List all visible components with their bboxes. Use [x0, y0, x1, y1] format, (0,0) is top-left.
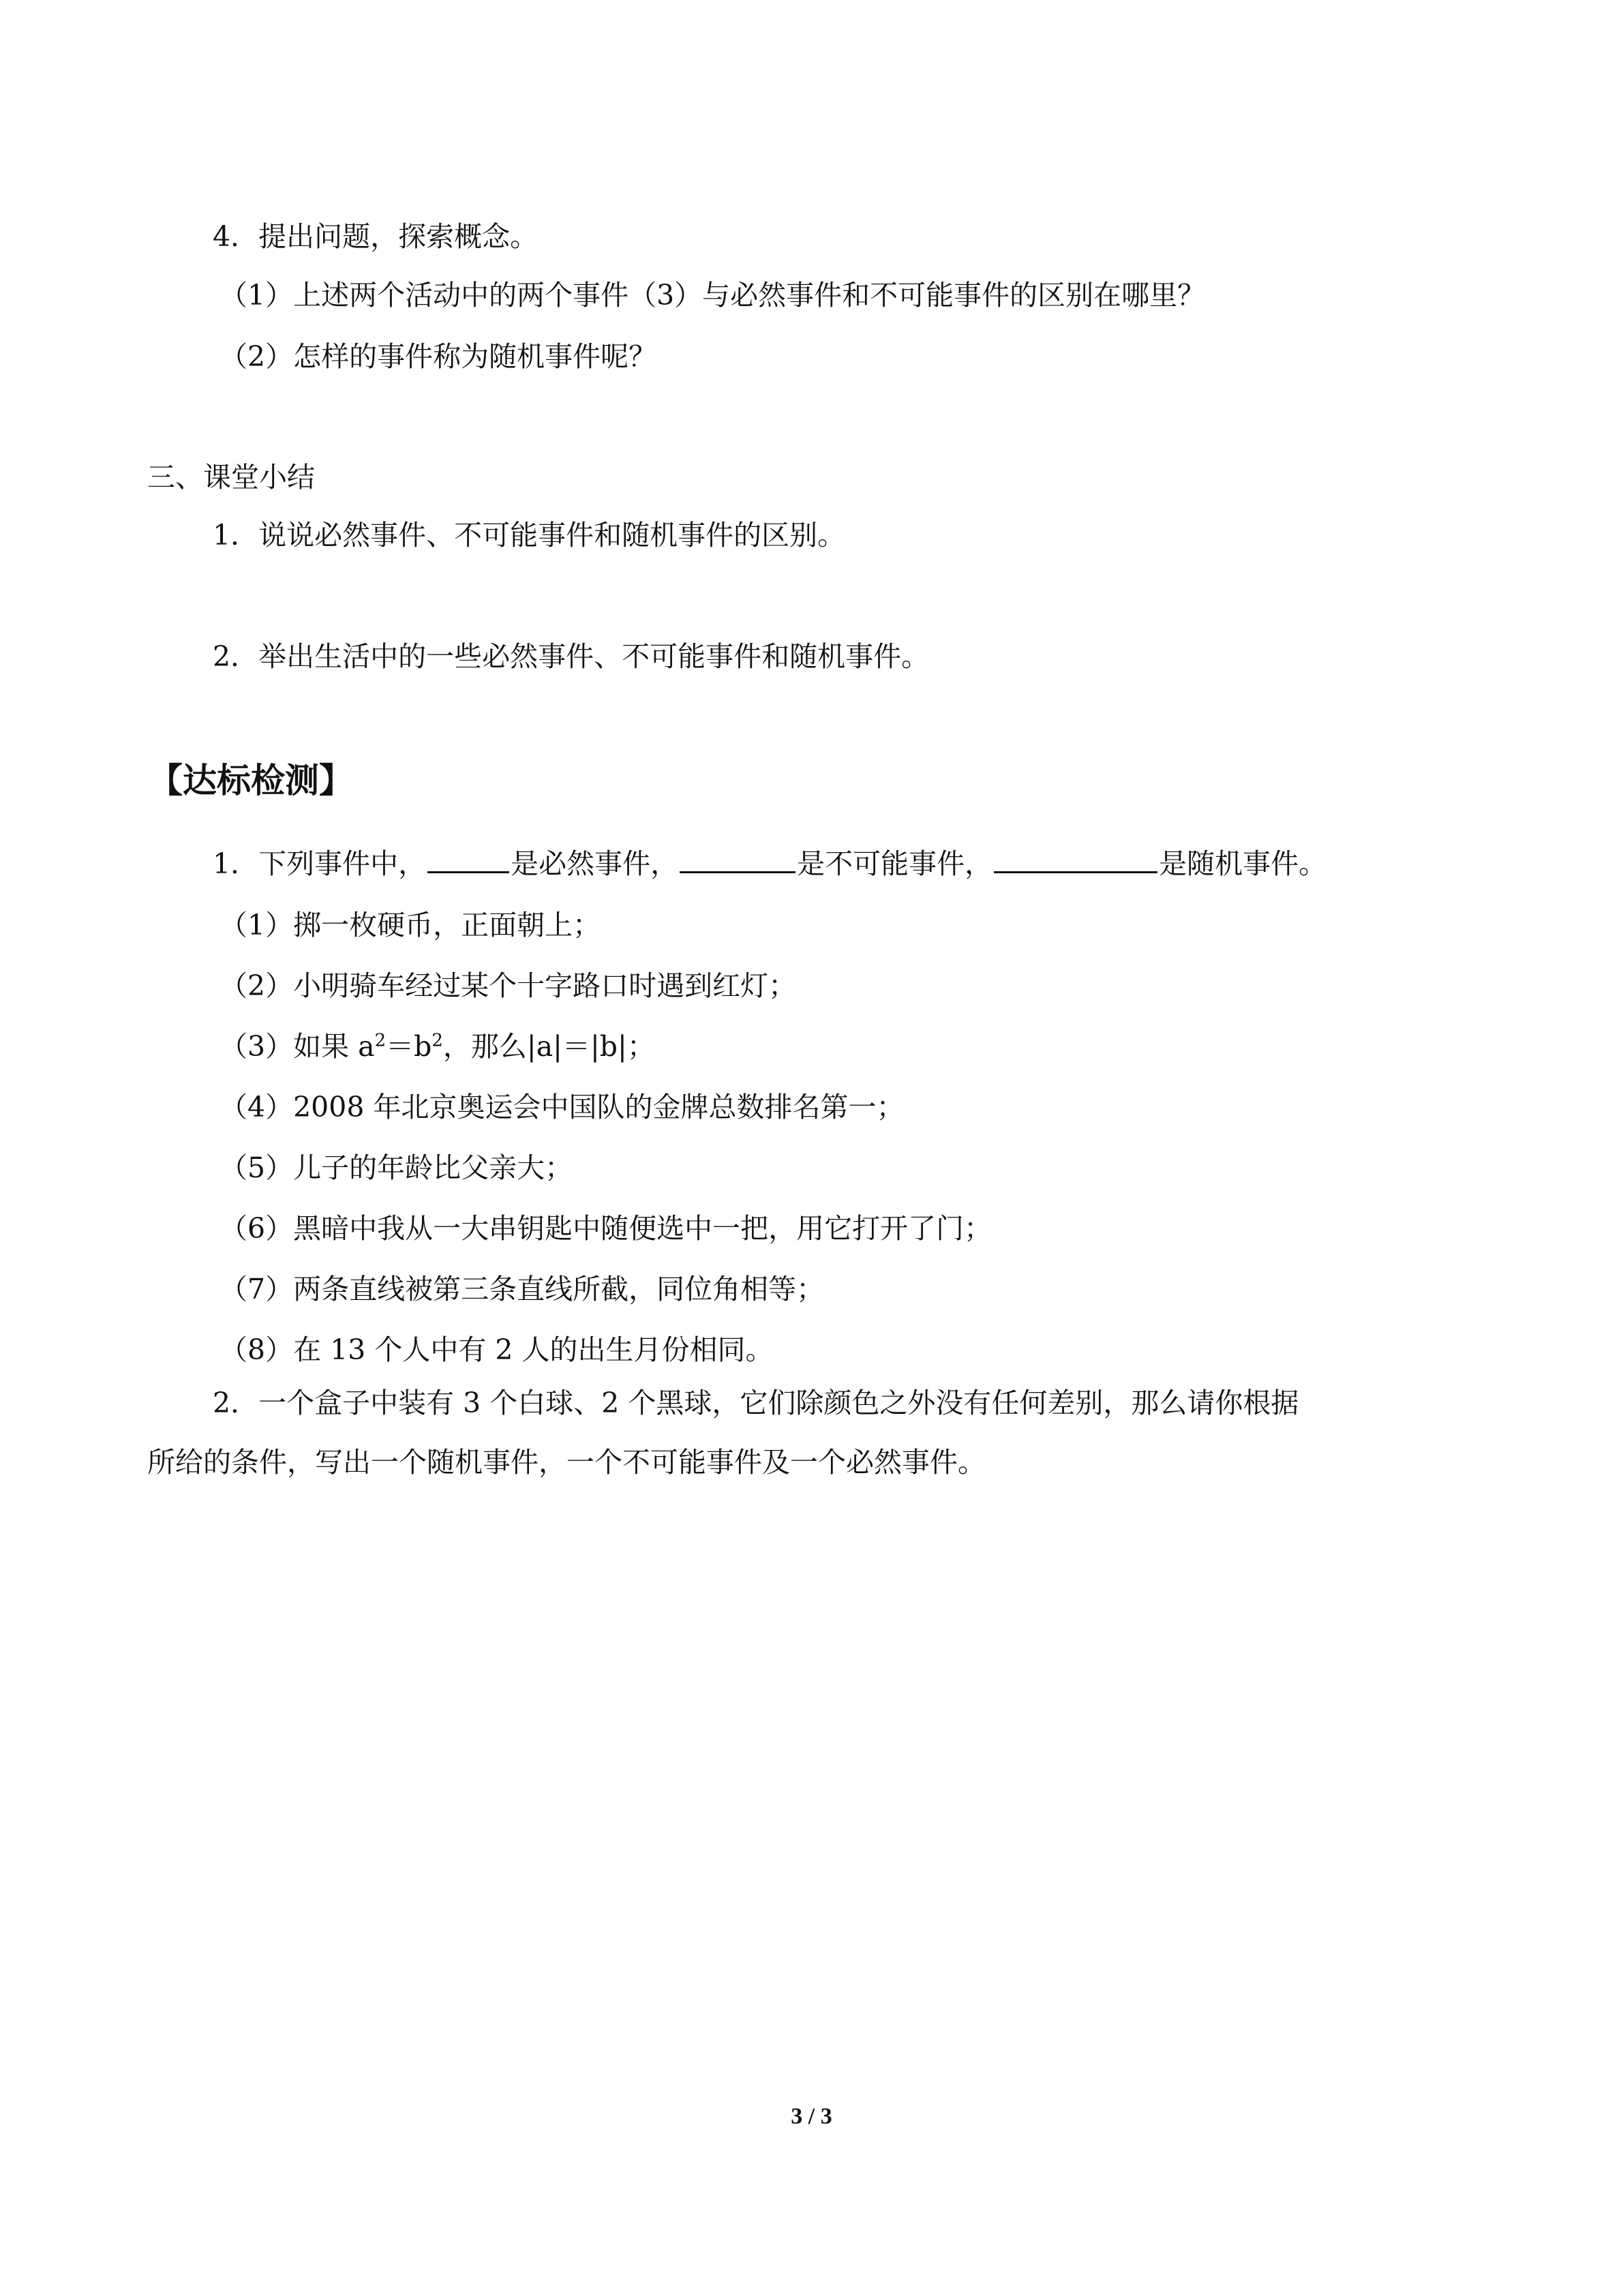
- event-3-prefix: （3）如果 a: [219, 1030, 375, 1063]
- answer-blank-random[interactable]: [994, 844, 1157, 873]
- page-number: 3 / 3: [791, 2104, 832, 2129]
- assessment-question-2-line-1: 2．一个盒子中装有 3 个白球、2 个黑球，它们除颜色之外没有任何差别，那么请你根据: [213, 1387, 1299, 1419]
- q1-text-part-3: 是不可能事件，: [797, 847, 993, 880]
- event-item-7: （7）两条直线被第三条直线所截，同位角相等；: [219, 1273, 825, 1305]
- q1-text-part-2: 是必然事件，: [511, 847, 679, 880]
- assessment-question-1: [213, 843, 1326, 884]
- q1-text-part-4: 是随机事件。: [1159, 847, 1327, 880]
- event-3-suffix: ，那么|a|＝|b|；: [442, 1030, 655, 1063]
- assessment-heading: 【达标检测】: [149, 761, 353, 800]
- event-item-5: （5）儿子的年龄比父亲大；: [219, 1151, 573, 1184]
- assessment-question-2-line-2: 所给的条件，写出一个随机事件，一个不可能事件及一个必然事件。: [147, 1446, 986, 1479]
- event-item-3: [219, 1026, 655, 1067]
- answer-blank-impossible[interactable]: [680, 844, 795, 873]
- event-item-2: （2）小明骑车经过某个十字路口时遇到红灯；: [219, 969, 797, 1002]
- answer-blank-certain[interactable]: [427, 844, 509, 873]
- summary-title: 三、课堂小结: [147, 461, 315, 494]
- q1-text-part-1: 1．下列事件中，: [213, 847, 427, 880]
- event-3-middle: ＝b: [386, 1030, 432, 1063]
- summary-item-2: 2．举出生活中的一些必然事件、不可能事件和随机事件。: [213, 640, 930, 673]
- question-2: （2）怎样的事件称为随机事件呢？: [219, 340, 657, 373]
- event-item-4: （4）2008 年北京奥运会中国队的金牌总数排名第一；: [219, 1091, 905, 1123]
- event-item-6: （6）黑暗中我从一大串钥匙中随便选中一把，用它打开了门；: [219, 1212, 992, 1245]
- summary-item-1: 1．说说必然事件、不可能事件和随机事件的区别。: [213, 519, 846, 552]
- event-item-8: （8）在 13 个人中有 2 人的出生月份相同。: [219, 1333, 774, 1366]
- step4-heading: 4．提出问题，探索概念。: [213, 220, 539, 253]
- exponent-a: 2: [374, 1030, 386, 1051]
- question-1: （1）上述两个活动中的两个事件（3）与必然事件和不可能事件的区别在哪里？: [219, 279, 1206, 312]
- exponent-b: 2: [431, 1030, 443, 1051]
- event-item-1: （1）掷一枚硬币，正面朝上；: [219, 909, 601, 941]
